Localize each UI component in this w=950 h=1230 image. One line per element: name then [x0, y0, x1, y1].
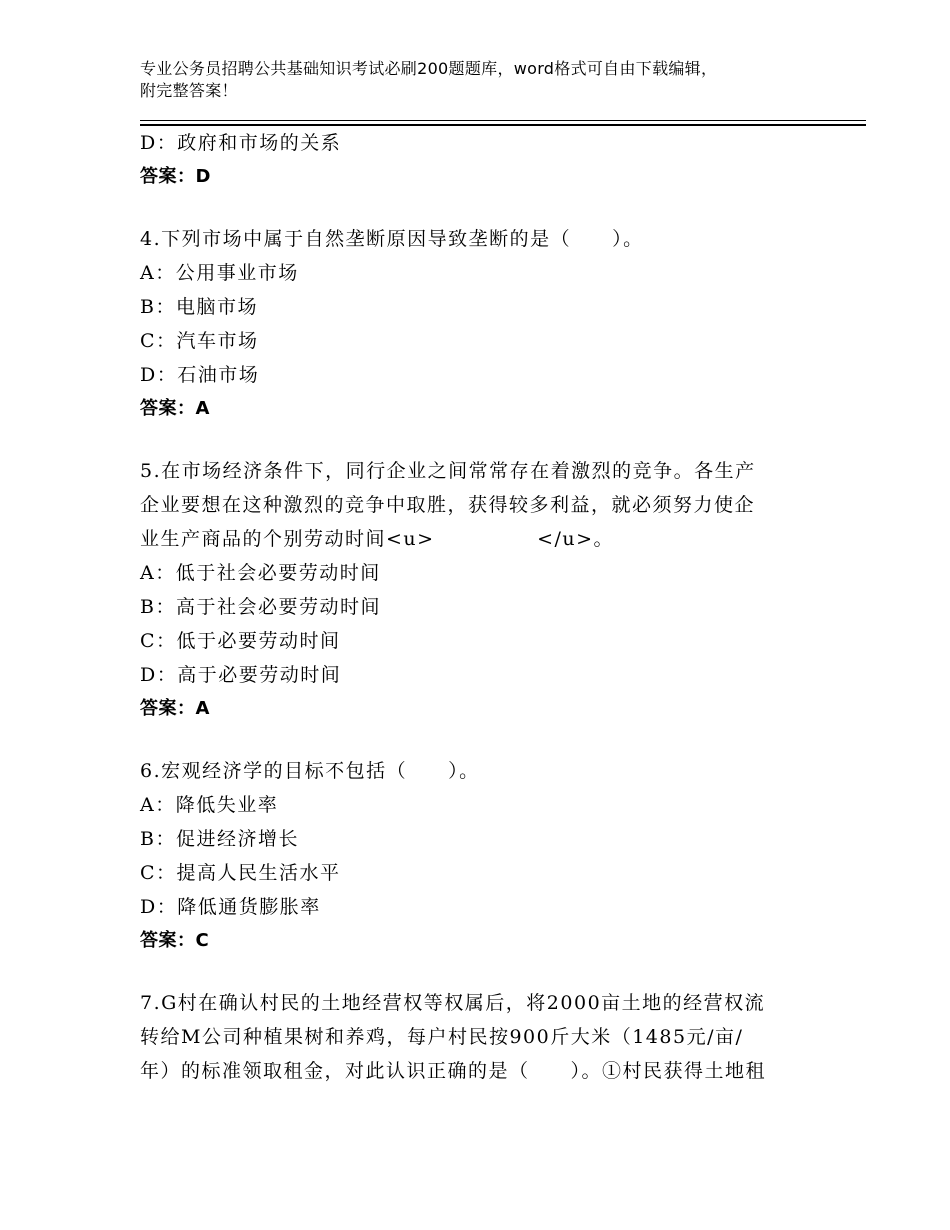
answer-label: 答案：A — [140, 698, 210, 719]
option-c: C：汽车市场 — [140, 330, 259, 352]
question-stem-line-3: 年）的标准领取租金，对此认识正确的是（ ）。①村民获得土地租 — [140, 1060, 767, 1082]
question-3-tail — [140, 126, 820, 194]
answer-label: 答案：D — [140, 166, 211, 187]
question-stem-line-1: 7.G村在确认村民的土地经营权等权属后，将2000亩土地的经营权流 — [140, 992, 766, 1014]
document-header — [140, 58, 840, 102]
option-a: A：低于社会必要劳动时间 — [140, 562, 381, 584]
option-c: C：低于必要劳动时间 — [140, 630, 341, 652]
question-stem: 6.宏观经济学的目标不包括（ ）。 — [140, 760, 480, 782]
question-4 — [140, 222, 820, 426]
option-d: D：石油市场 — [140, 364, 260, 386]
question-6 — [140, 754, 820, 958]
question-stem-line-2: 企业要想在这种激烈的竞争中取胜，获得较多利益，就必须努力使企 — [140, 494, 756, 516]
question-7 — [140, 986, 820, 1088]
option-d: D：高于必要劳动时间 — [140, 664, 342, 686]
option-b: B：高于社会必要劳动时间 — [140, 596, 381, 618]
option-a: A：公用事业市场 — [140, 262, 299, 284]
option-d: D：政府和市场的关系 — [140, 132, 342, 154]
header-line-1: 专业公务员招聘公共基础知识考试必刷200题题库，word格式可自由下载编辑， — [140, 59, 718, 78]
header-line-2: 附完整答案！ — [140, 81, 238, 100]
answer-label: 答案：C — [140, 930, 210, 951]
answer-label: 答案：A — [140, 398, 210, 419]
header-divider-thin — [140, 120, 866, 121]
option-d: D：降低通货膨胀率 — [140, 896, 321, 918]
option-c: C：提高人民生活水平 — [140, 862, 341, 884]
question-stem-line-1: 5.在市场经济条件下，同行企业之间常常存在着激烈的竞争。各生产 — [140, 460, 756, 482]
question-stem: 4.下列市场中属于自然垄断原因导致垄断的是（ ）。 — [140, 228, 644, 250]
option-b: B：电脑市场 — [140, 296, 258, 318]
question-stem-line-3: 业生产商品的个别劳动时间<u> </u>。 — [140, 528, 615, 550]
question-5 — [140, 454, 820, 726]
question-list — [140, 126, 820, 1088]
option-b: B：促进经济增长 — [140, 828, 299, 850]
question-stem-line-2: 转给M公司种植果树和养鸡，每户村民按900斤大米（1485元/亩/ — [140, 1026, 744, 1048]
option-a: A：降低失业率 — [140, 794, 279, 816]
